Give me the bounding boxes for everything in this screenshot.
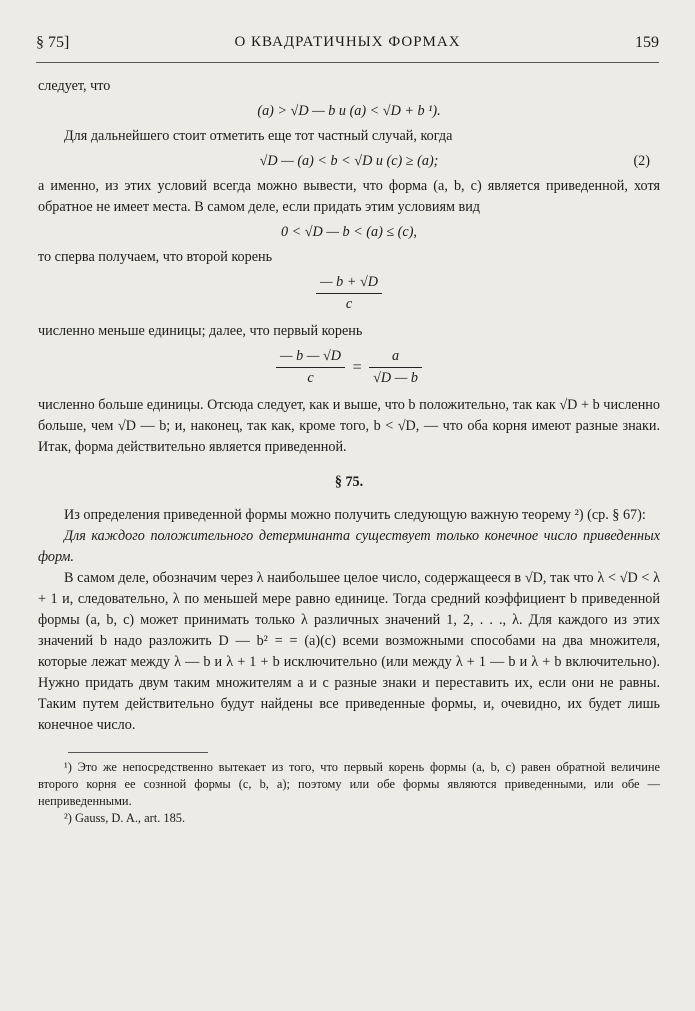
paragraph-1: Для дальнейшего стоит отметить еще тот частный случай, когда [64,128,453,144]
page-body [38,76,660,827]
fraction-2-denominator: c [307,370,314,386]
fraction-1-numerator: — b + √D [316,272,382,294]
paragraph-5: численно больше единицы. Отсюда следует, как и выше, что b положительно, так как √D + b численно больше, чем √D — b; и, наконец, так как, кроме того, b < √D, — что оба корня имеют разные знаки. Итак, форма действительно является приведенной. [38,397,660,455]
section-heading: § 75. [334,474,364,490]
fraction-2-numerator: — b — √D [276,346,345,368]
paragraph-7: В самом деле, обозначим через λ наибольшее целое число, содержащееся в √D, так что λ < √D < λ + 1 и, следовательно, λ по меньшей мере равно единице. Тогда средний коэффициент b приведенной формы (a, b, c) может принимать только λ различных значений 1, 2, . . ., λ. Для каждого из этих значений b надо разложить D — b² = = (a)(c) всеми возможными способами на два множителя, которые лежат между λ — b и λ + 1 + b исключительно (или между λ + 1 — b и λ + b включительно). Нужно придать двум таким множителям a и c разные знаки и переставить их, если они не равны. Таким путем действительно будут найдены все приведенные формы, и, очевидно, их будет лишь конечное число. [38,570,660,733]
formula-3: 0 < √D — b < (a) ≤ (c), [281,224,417,240]
text-line: следует, что [38,78,111,94]
fraction-3-denominator: √D — b [373,370,418,386]
footnote-2: ²) Gauss, D. A., art. 185. [64,811,186,825]
paragraph-4: численно меньше единицы; далее, что первый корень [38,323,363,339]
header-rule [36,62,659,63]
formula-2 [38,151,660,172]
footnotes [38,759,660,827]
theorem-statement: Для каждого положительного детерминанта существует только конечное число приведенных форм. [38,528,660,565]
fraction-1-denominator: c [345,296,353,312]
formula-2-number: (2) [633,153,650,169]
fraction-3 [369,346,422,389]
fraction-3-numerator: a [369,346,422,368]
paragraph-3: то сперва получаем, что второй корень [38,249,273,265]
header-section-ref: § 75] [36,34,70,51]
footnote-1: ¹) Это же непосредственно вытекает из того, что первый корень формы (a, b, c) равен обратной величине второго корня ее сознной формы (c, b, a); поэтому или обе формы являются приведенными, или обе — неприведенными. [38,760,660,808]
running-header [36,34,659,60]
page-number: 159 [635,34,659,51]
fraction-block-2 [38,346,660,389]
footnote-rule [68,752,208,753]
formula-1: (a) > √D — b и (a) < √D + b ¹). [257,103,441,119]
formula-2-text: √D — (a) < b < √D и (c) ≥ (a); [259,153,439,169]
fraction-2 [276,346,345,389]
fraction-block-1 [38,272,660,315]
paragraph-2: а именно, из этих условий всегда можно вывести, что форма (a, b, c) является приведенной, хотя обратное не имеет места. В самом деле, если придать этим условиям вид [38,178,660,215]
fraction-1 [316,272,382,315]
paragraph-6: Из определения приведенной формы можно получить следующую важную теорему ²) (ср. § 67): [64,507,646,523]
equals-sign: = [352,359,362,376]
header-title: О КВАДРАТИЧНЫХ ФОРМАХ [234,34,461,50]
